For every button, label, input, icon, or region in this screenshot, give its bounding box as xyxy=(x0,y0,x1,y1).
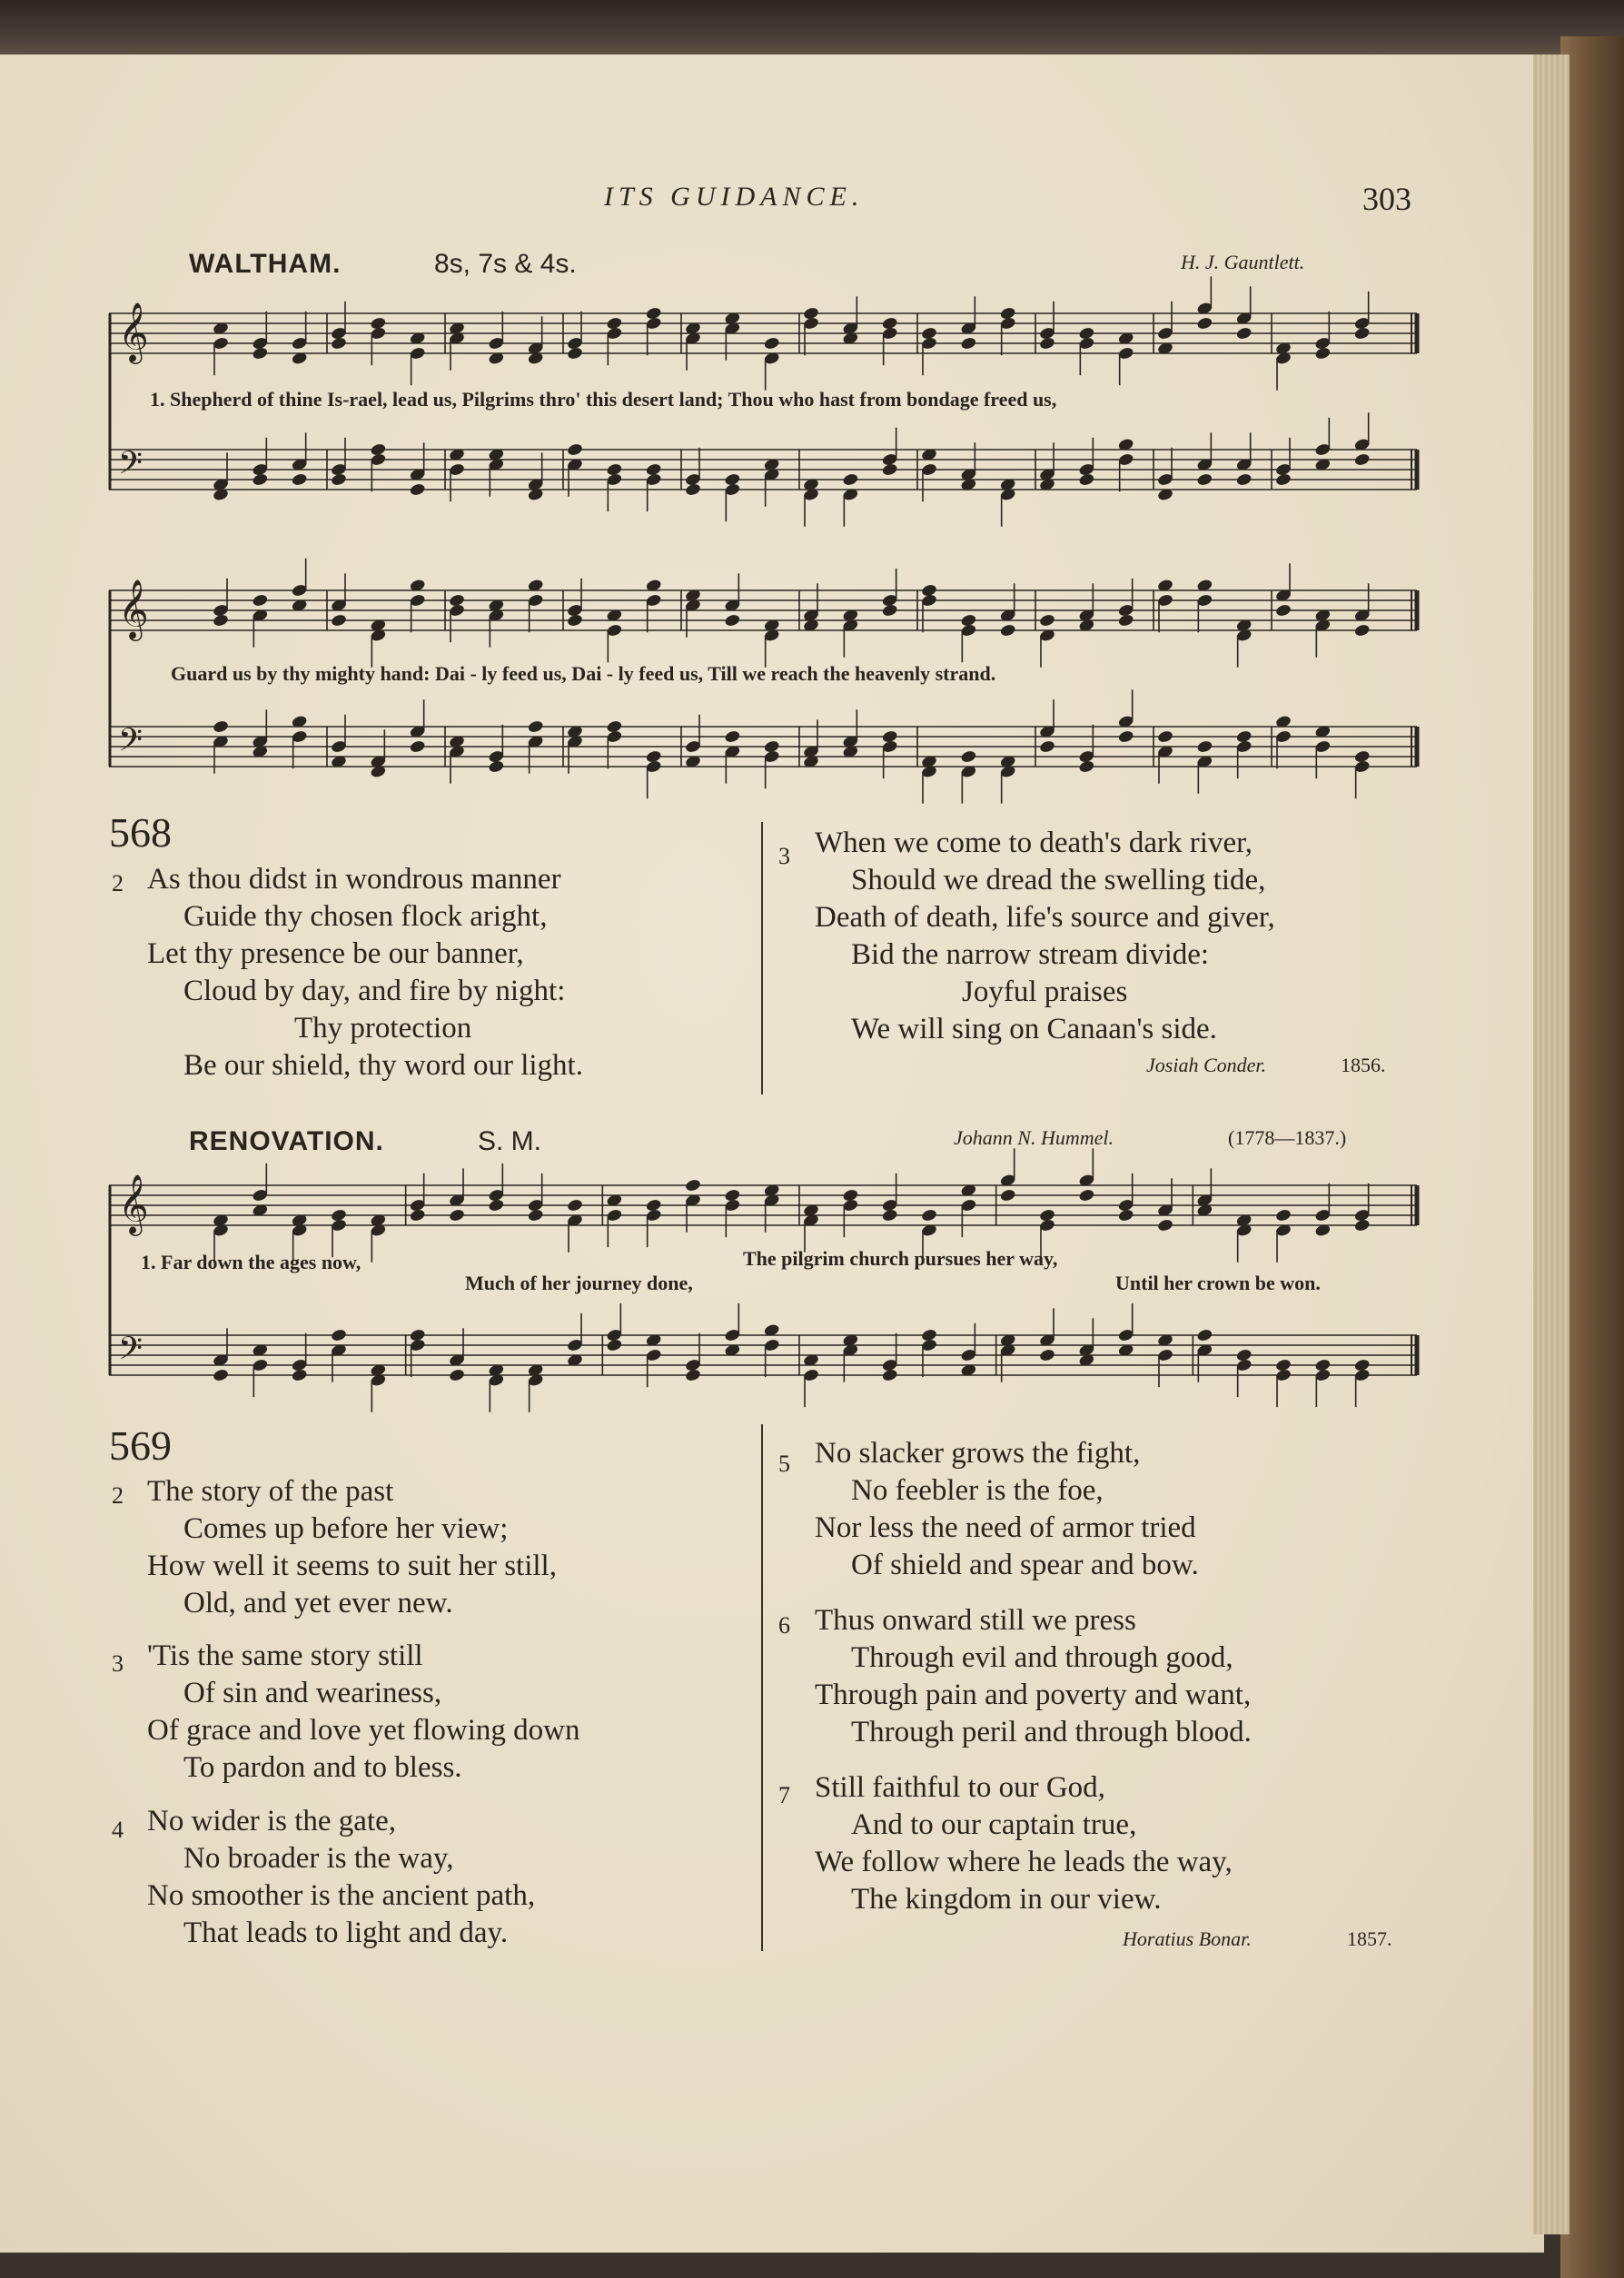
stanza-line: Guide thy chosen flock aright, xyxy=(183,900,548,933)
stanza-line: No smoother is the ancient path, xyxy=(147,1879,536,1912)
note-head xyxy=(370,442,387,457)
note-head xyxy=(1275,603,1292,618)
note-head xyxy=(999,1188,1016,1203)
stanza-line: Still faithful to our God, xyxy=(815,1771,1105,1804)
hymn-number-568: 568 xyxy=(109,809,172,856)
note-head xyxy=(921,1328,938,1342)
note-head xyxy=(1314,1358,1332,1372)
stanza-line: No feebler is the foe, xyxy=(851,1474,1104,1507)
tune-meter-renovation: S. M. xyxy=(478,1126,542,1156)
note-head xyxy=(1353,1358,1371,1372)
book-spine xyxy=(1560,36,1624,2278)
note-head xyxy=(645,1198,662,1213)
note-head xyxy=(291,472,308,487)
lyrics-renovation-d: Until her crown be won. xyxy=(1115,1272,1321,1294)
note-head xyxy=(1196,1328,1213,1342)
note-head xyxy=(1235,472,1253,487)
column-rule xyxy=(761,822,763,1094)
verse-number: 7 xyxy=(778,1782,790,1808)
note-head xyxy=(1039,1348,1056,1362)
note-head xyxy=(881,316,898,331)
stanza-569-2 xyxy=(147,1473,557,1622)
running-title: ITS GUIDANCE. xyxy=(604,182,865,212)
stanza-line: Through peril and through blood. xyxy=(851,1716,1252,1748)
stanza-line: Should we dread the swelling tide, xyxy=(851,864,1266,896)
note-head xyxy=(685,1178,702,1193)
note-head xyxy=(921,583,938,598)
stanza-line: Of sin and weariness, xyxy=(183,1677,442,1709)
note-head xyxy=(1353,749,1371,764)
tune-name-waltham: WALTHAM. xyxy=(189,249,342,279)
note-head xyxy=(213,719,230,734)
note-head xyxy=(724,613,741,628)
stanza-line: Be our shield, thy word our light. xyxy=(183,1049,583,1082)
note-head xyxy=(1078,326,1095,341)
note-head xyxy=(1353,452,1371,467)
page-edges xyxy=(1533,54,1570,2234)
note-head xyxy=(645,749,662,764)
note-head xyxy=(999,623,1016,638)
stanza-line: When we come to death's dark river, xyxy=(815,827,1253,859)
note-head xyxy=(331,1328,348,1342)
note-head xyxy=(1235,729,1253,744)
verse-number: 6 xyxy=(778,1612,790,1639)
stanza-line: Of shield and spear and bow. xyxy=(851,1549,1199,1581)
note-head xyxy=(842,1188,859,1203)
author-569: Horatius Bonar. xyxy=(1123,1927,1252,1950)
stanza-569-4 xyxy=(147,1803,535,1952)
bass-clef-icon: 𝄢 xyxy=(118,1330,143,1374)
note-head xyxy=(409,482,426,497)
note-head xyxy=(1117,729,1134,744)
stanza-line: Comes up before her view; xyxy=(183,1512,509,1545)
verse-number: 2 xyxy=(112,870,124,896)
stanza-line: We follow where he leads the way, xyxy=(815,1846,1233,1878)
author-568: Josiah Conder. xyxy=(1146,1054,1266,1076)
note-head xyxy=(449,1208,466,1223)
stanza-line: How well it seems to suit her still, xyxy=(147,1550,557,1582)
hymn-number-569: 569 xyxy=(109,1422,172,1469)
composer-renovation: Johann N. Hummel. xyxy=(954,1126,1114,1149)
lyrics-renovation-a: 1. Far down the ages now, xyxy=(141,1251,361,1273)
note-head xyxy=(842,472,859,487)
note-head xyxy=(960,613,977,628)
year-569: 1857. xyxy=(1347,1927,1392,1950)
note-head xyxy=(645,462,662,477)
note-head xyxy=(1235,326,1253,341)
note-head xyxy=(567,442,584,457)
note-head xyxy=(1235,1348,1253,1362)
note-head xyxy=(331,613,348,628)
stanza-569-6 xyxy=(815,1602,1252,1751)
note-head xyxy=(449,1368,466,1382)
stanza-line: No broader is the way, xyxy=(183,1842,454,1875)
note-head xyxy=(1196,472,1213,487)
note-head xyxy=(1353,623,1371,638)
note-head xyxy=(409,1328,426,1342)
treble-clef-icon: 𝄞 xyxy=(118,1174,149,1234)
treble-clef-icon: 𝄞 xyxy=(118,579,149,639)
lyrics-waltham-line1: 1. Shepherd of thine Is-rael, lead us, Pilgrims thro' this desert land; Thou who hast from bondage freed us, xyxy=(150,388,1057,411)
stanza-line: The kingdom in our view. xyxy=(851,1883,1162,1916)
note-head xyxy=(999,306,1016,321)
verse-number: 3 xyxy=(778,843,790,869)
verse-number: 4 xyxy=(112,1817,124,1843)
stanza-568-3 xyxy=(815,825,1275,1048)
stanza-line: Bid the narrow stream divide: xyxy=(851,938,1210,971)
lyrics-renovation-c: The pilgrim church pursues her way, xyxy=(743,1247,1058,1270)
tune-meter-waltham: 8s, 7s & 4s. xyxy=(434,249,577,279)
page-number: 303 xyxy=(1362,181,1411,217)
note-head xyxy=(763,739,780,754)
stanza-569-5 xyxy=(815,1435,1199,1584)
note-head xyxy=(409,739,426,754)
note-head xyxy=(1039,739,1056,754)
note-head xyxy=(724,472,741,487)
note-head xyxy=(881,729,898,744)
bass-clef-icon: 𝄢 xyxy=(118,721,143,766)
column-rule xyxy=(761,1424,763,1951)
note-head xyxy=(1157,729,1174,744)
note-head xyxy=(763,336,780,351)
note-head xyxy=(606,462,623,477)
stanza-line: Death of death, life's source and giver, xyxy=(815,901,1275,934)
note-head xyxy=(724,729,741,744)
note-head xyxy=(724,1188,741,1203)
stanza-line: Joyful praises xyxy=(962,976,1128,1008)
note-head xyxy=(1275,1358,1292,1372)
lyrics-waltham-line2: Guard us by thy mighty hand: Dai - ly feed us, Dai - ly feed us, Till we reach the heavenly strand. xyxy=(171,662,996,685)
stanza-line: The story of the past xyxy=(147,1475,394,1508)
note-head xyxy=(1039,1208,1056,1223)
composer-dates-renovation: (1778—1837.) xyxy=(1228,1126,1347,1149)
stanza-line: Cloud by day, and fire by night: xyxy=(183,975,566,1007)
tune-name-renovation: RENOVATION. xyxy=(189,1126,384,1156)
note-head xyxy=(1196,739,1213,754)
note-head xyxy=(921,326,938,341)
stanza-line: Old, and yet ever new. xyxy=(183,1587,453,1619)
note-head xyxy=(1275,1208,1292,1223)
note-head xyxy=(449,593,466,608)
stanza-line: Of grace and love yet flowing down xyxy=(147,1714,580,1747)
verse-number: 5 xyxy=(778,1451,790,1477)
stanza-line: Thy protection xyxy=(294,1012,472,1045)
note-head xyxy=(252,593,269,608)
note-head xyxy=(1196,316,1213,331)
stanza-line: Let thy presence be our banner, xyxy=(147,937,524,970)
note-head xyxy=(1078,1188,1095,1203)
note-head xyxy=(645,306,662,321)
verse-number: 2 xyxy=(112,1482,124,1509)
note-head xyxy=(1157,1218,1174,1233)
stanza-line: 'Tis the same story still xyxy=(147,1639,423,1672)
composer-waltham: H. J. Gauntlett. xyxy=(1181,251,1305,273)
note-head xyxy=(803,306,820,321)
stanza-line: Through evil and through good, xyxy=(851,1641,1233,1674)
stanza-line: As thou didst in wondrous manner xyxy=(147,863,561,896)
year-568: 1856. xyxy=(1341,1054,1386,1076)
stanza-line: No wider is the gate, xyxy=(147,1805,397,1837)
stanza-568-2 xyxy=(147,861,583,1085)
note-head xyxy=(606,719,623,734)
stanza-line: Thus onward still we press xyxy=(815,1604,1136,1637)
note-head xyxy=(960,749,977,764)
note-head xyxy=(567,1198,584,1213)
note-head xyxy=(331,1208,348,1223)
note-head xyxy=(370,316,387,331)
lyrics-renovation-b: Much of her journey done, xyxy=(465,1272,693,1294)
bass-clef-icon: 𝄢 xyxy=(118,444,143,489)
stanza-line: No slacker grows the fight, xyxy=(815,1437,1141,1470)
note-head xyxy=(1039,613,1056,628)
stanza-569-7 xyxy=(815,1769,1233,1918)
stanza-line: Through pain and poverty and want, xyxy=(815,1679,1252,1711)
note-head xyxy=(606,316,623,331)
note-head xyxy=(960,336,977,351)
note-head xyxy=(213,1368,230,1382)
note-head xyxy=(921,1208,938,1223)
stanza-line: Nor less the need of armor tried xyxy=(815,1511,1196,1544)
stanza-line: To pardon and to bless. xyxy=(183,1751,462,1784)
stanza-line: We will sing on Canaan's side. xyxy=(851,1013,1217,1045)
treble-clef-icon: 𝄞 xyxy=(118,302,149,362)
stanza-569-3 xyxy=(147,1638,580,1787)
stanza-line: That leads to light and day. xyxy=(183,1916,509,1949)
stanza-line: And to our captain true, xyxy=(851,1808,1137,1841)
verse-number: 3 xyxy=(112,1650,124,1677)
note-head xyxy=(527,719,544,734)
